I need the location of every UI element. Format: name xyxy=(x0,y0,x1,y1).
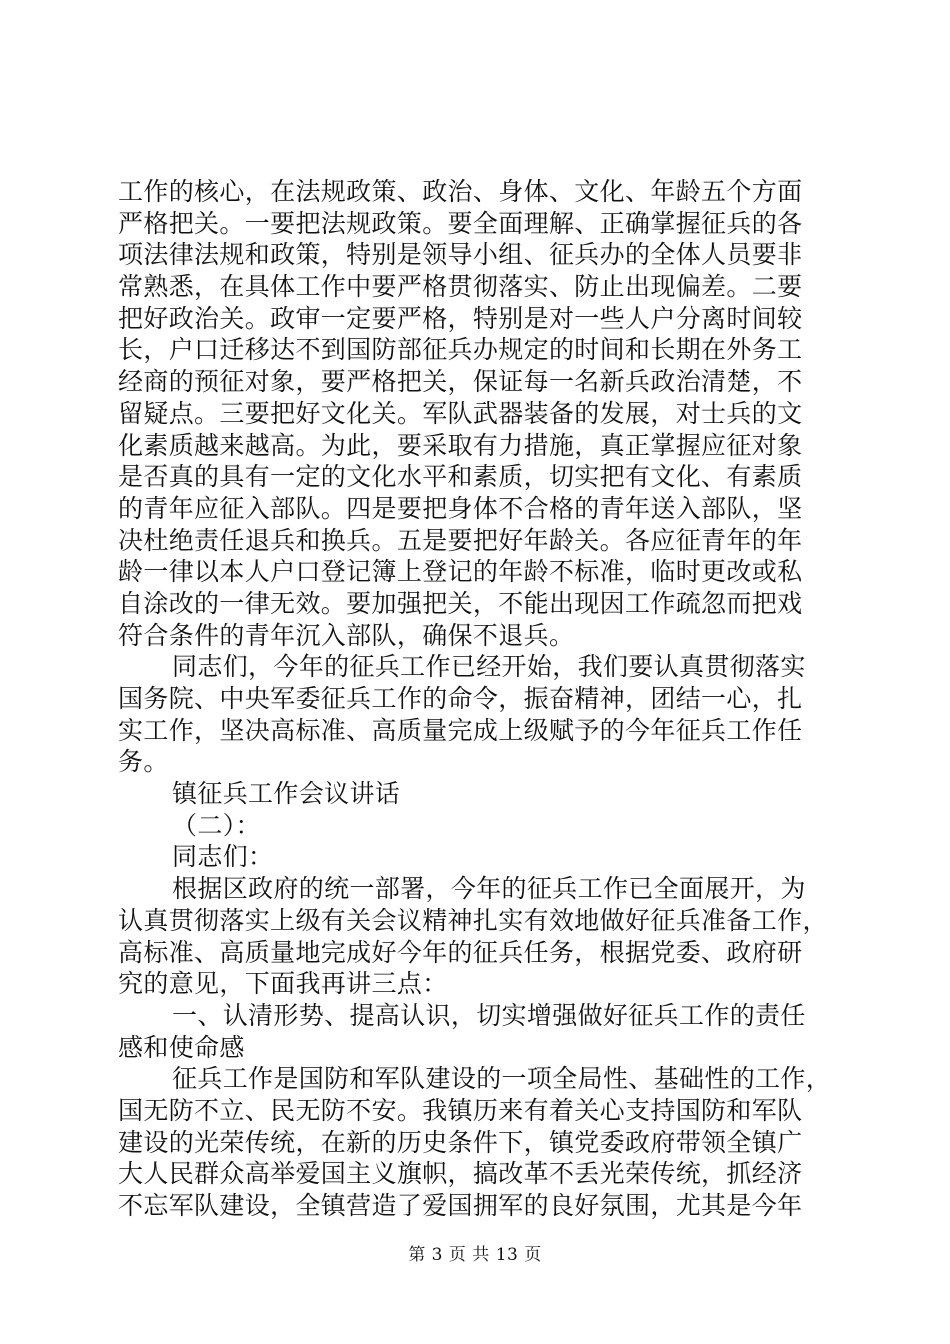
text-line: 认真贯彻落实上级有关会议精神扎实有效地做好征兵准备工作， xyxy=(118,905,828,935)
text-line: 项法律法规和政策，特别是领导小组、征兵办的全体人员要非 xyxy=(118,240,803,270)
text-line: 究的意见，下面我再讲三点： xyxy=(118,969,448,999)
text-line: 严格把关。一要把法规政策。要全面理解、正确掌握征兵的各 xyxy=(118,208,803,238)
text-line: 镇征兵工作会议讲话 xyxy=(172,779,401,809)
text-line: 常熟悉，在具体工作中要严格贯彻落实、防止出现偏差。二要 xyxy=(118,272,803,302)
text-line: 同志们，今年的征兵工作已经开始，我们要认真贯彻落实 xyxy=(172,652,806,682)
text-line: 经商的预征对象，要严格把关，保证每一名新兵政治清楚，不 xyxy=(118,367,803,397)
text-line: 工作的核心，在法规政策、政治、身体、文化、年龄五个方面 xyxy=(118,177,803,206)
text-line: 高标准、高质量地完成好今年的征兵任务，根据党委、政府研 xyxy=(118,937,803,967)
text-line: 不忘军队建设，全镇营造了爱国拥军的良好氛围，尤其是今年 xyxy=(118,1191,803,1220)
text-line: 决杜绝责任退兵和换兵。五是要把好年龄关。各应征青年的年 xyxy=(118,525,803,555)
text-line: 大人民群众高举爱国主义旗帜，搞改革不丢光荣传统，抓经济 xyxy=(118,1159,803,1189)
text-line: 国无防不立、民无防不安。我镇历来有着关心支持国防和军队 xyxy=(118,1095,803,1125)
text-line: 国务院、中央军委征兵工作的命令，振奋精神，团结一心，扎 xyxy=(118,684,803,713)
text-line: 留疑点。三要把好文化关。军队武器装备的发展，对士兵的文 xyxy=(118,398,803,428)
text-line: （二）： xyxy=(172,810,261,840)
text-line: 根据区政府的统一部署，今年的征兵工作已全面展开，为 xyxy=(172,874,806,904)
text-line: 是否真的具有一定的文化水平和素质，切实把有文化、有素质 xyxy=(118,462,803,492)
text-line: 化素质越来越高。为此，要采取有力措施，真正掌握应征对象 xyxy=(118,430,803,460)
text-line: 征兵工作是国防和军队建设的一项全局性、基础性的工作， xyxy=(172,1064,832,1094)
text-line: 自涂改的一律无效。要加强把关，不能出现因工作疏忽而把戏 xyxy=(118,588,803,618)
text-line: 感和使命感 xyxy=(118,1032,245,1062)
text-line: 务。 xyxy=(118,747,169,777)
text-line: 建设的光荣传统，在新的历史条件下，镇党委政府带领全镇广 xyxy=(118,1127,803,1157)
text-line: 一、认清形势、提高认识，切实增强做好征兵工作的责任 xyxy=(172,1000,806,1030)
text-line: 的青年应征入部队。四是要把身体不合格的青年送入部队，坚 xyxy=(118,493,803,523)
text-line: 龄一律以本人户口登记簿上登记的年龄不标准，临时更改或私 xyxy=(118,557,803,587)
page-footer: 第 3 页 共 13 页 xyxy=(408,1245,542,1265)
text-line: 把好政治关。政审一定要严格，特别是对一些人户分离时间较 xyxy=(118,303,803,333)
text-line: 同志们： xyxy=(172,842,274,872)
document-body xyxy=(118,176,830,1222)
text-line: 长，户口迁移达不到国防部征兵办规定的时间和长期在外务工 xyxy=(118,335,803,365)
text-line: 实工作，坚决高标准、高质量完成上级赋予的今年征兵工作任 xyxy=(118,715,803,745)
text-line: 符合条件的青年沉入部队，确保不退兵。 xyxy=(118,620,575,650)
